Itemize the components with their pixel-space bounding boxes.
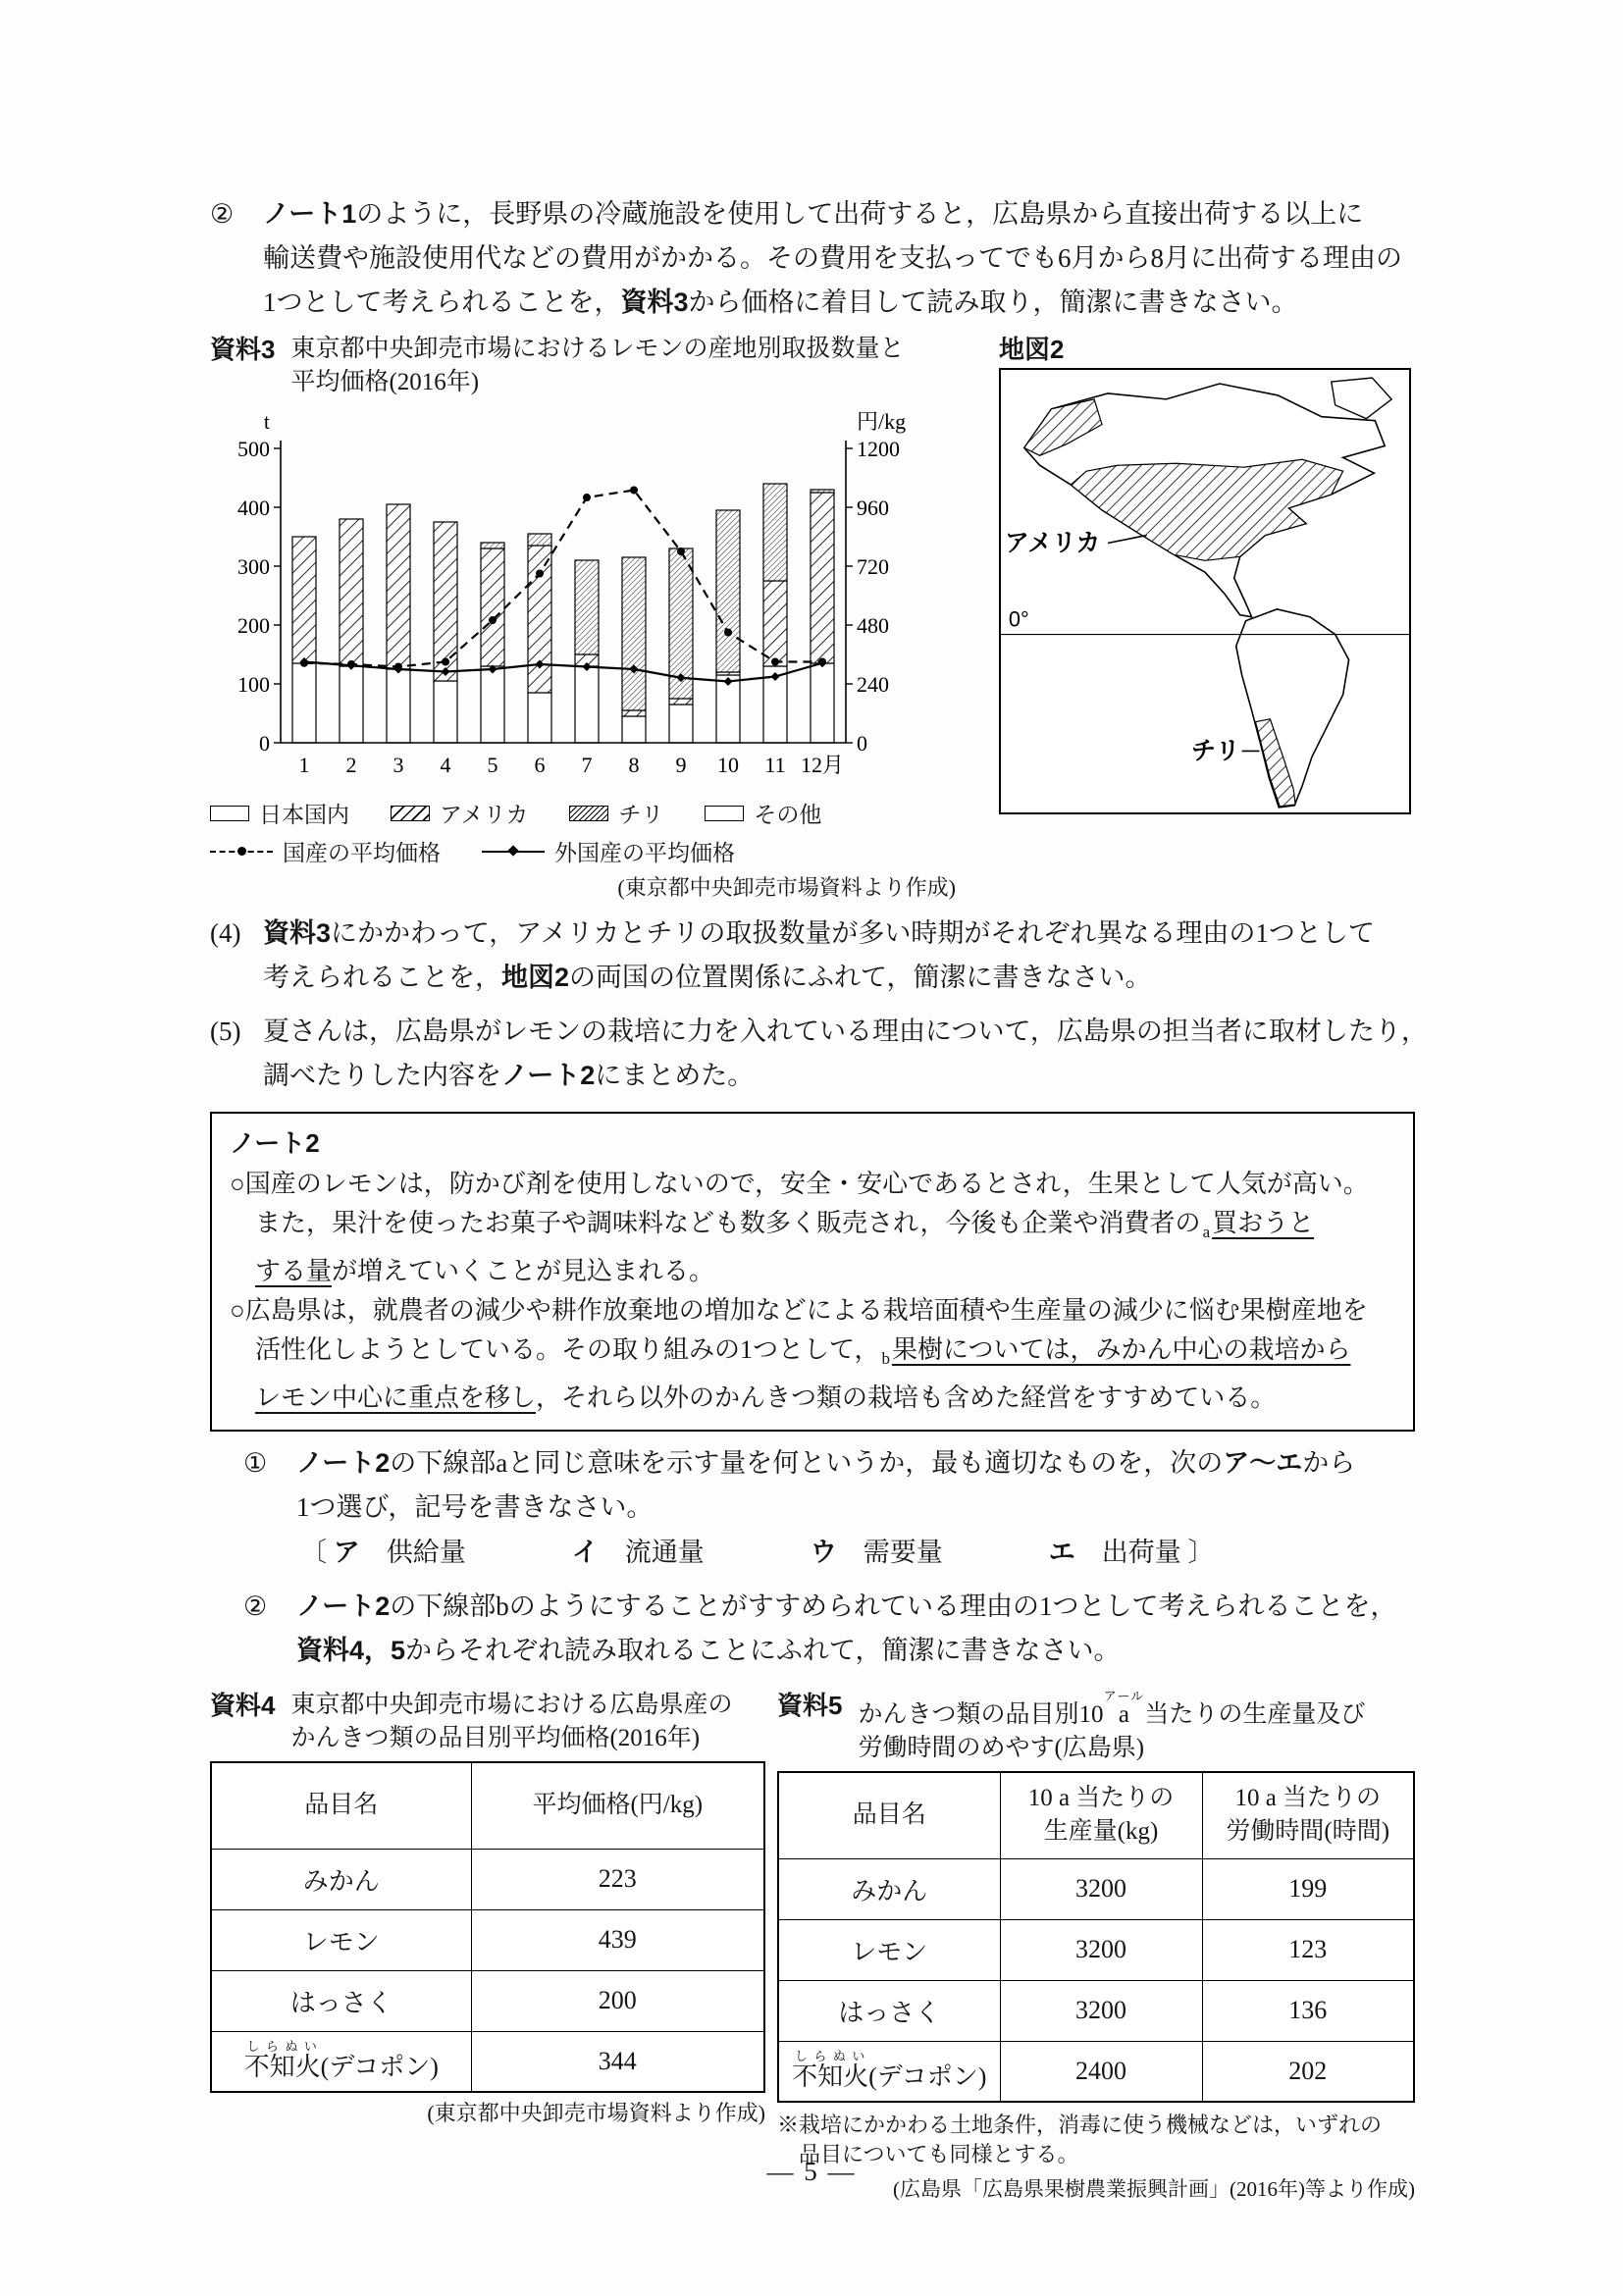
bar-segment — [481, 543, 504, 548]
question-line — [263, 956, 1415, 1000]
chart-legend — [210, 797, 956, 867]
table-cell — [211, 1909, 471, 1970]
text-segment: レモン — [302, 1927, 380, 1957]
text-segment: 供給量 — [359, 1538, 572, 1567]
text-segment: から価格に着目して読み取り，簡潔に書きなさい。 — [688, 287, 1298, 317]
legend-item — [210, 797, 349, 829]
axis-label: 2 — [345, 753, 357, 777]
legend-item — [210, 835, 441, 867]
shiryo5-block — [777, 1689, 1415, 2203]
table-cell — [211, 2031, 471, 2092]
text-segment: と同じ意味を示す量を何というか，最も適切なものを，次の — [507, 1448, 1224, 1478]
axis-label: 720 — [857, 554, 889, 579]
question-body — [263, 1010, 1428, 1098]
axis-label: 200 — [237, 613, 270, 638]
text-segment: イ — [571, 1538, 599, 1567]
text-segment: ノート2 — [501, 1061, 596, 1090]
bar-segment — [716, 510, 740, 672]
map2-label: 地図2 — [999, 335, 1065, 364]
shiryo4-label: 資料4 — [210, 1691, 276, 1720]
shiryo4-table — [210, 1761, 765, 2093]
shiryo3-block — [210, 333, 956, 902]
question-line — [263, 912, 1415, 956]
question-marker: ② — [243, 1592, 268, 1621]
text-segment: 資料3 — [263, 918, 332, 948]
shiryo3-title — [290, 333, 904, 399]
map2-block — [999, 333, 1415, 814]
dashed-line-sample — [210, 845, 273, 859]
shiryo5-source: (広島県「広島県果樹農業振興計画」(2016年)等より作成) — [893, 2177, 1415, 2201]
text-segment: ノート1 — [263, 199, 357, 229]
page-number: — 5 — — [766, 2157, 857, 2186]
swatch-chile — [569, 806, 608, 821]
table-cell — [471, 1849, 764, 1909]
shiryo3-source: (東京都中央卸売市場資料より作成) — [617, 875, 956, 900]
text-segment: の下線部 — [390, 1592, 497, 1621]
america-map-label: アメリカ — [1004, 530, 1101, 557]
text-segment: 調べたりした内容を — [263, 1061, 501, 1090]
shiryo3-label: 資料3 — [210, 335, 276, 364]
text-segment: 需要量 — [836, 1538, 1049, 1567]
line-marker — [536, 570, 544, 578]
question-line — [263, 1054, 1428, 1098]
axis-label: 11 — [764, 753, 786, 777]
shiryo4-title-line1: 東京都中央卸売市場における広島県産の — [290, 1692, 733, 1718]
legend-label: 国産の平均価格 — [283, 841, 441, 865]
lemon-chart-svg — [210, 405, 946, 786]
table-cell — [471, 1909, 764, 1970]
table-cell — [471, 2031, 764, 2092]
note-line — [230, 1252, 1395, 1291]
text-segment: の下線部 — [390, 1448, 497, 1478]
legend-label: 外国産の平均価格 — [554, 841, 735, 865]
line-marker — [583, 494, 591, 501]
note-line — [230, 1379, 1395, 1418]
shiryo5-head — [777, 1689, 1415, 1765]
legend-item — [391, 797, 528, 829]
column-header: 平均価格(円/kg) — [471, 1762, 764, 1849]
chile-map-label: チリ — [1191, 738, 1240, 765]
bar-segment — [622, 716, 646, 743]
bar-segment — [575, 560, 599, 654]
table-cell — [1202, 1858, 1414, 1919]
axis-label: 100 — [237, 672, 270, 697]
text-segment: の両国の位置関係にふれて，簡潔に書きなさい。 — [569, 963, 1152, 992]
axis-label: 9 — [675, 753, 687, 777]
question-line — [296, 1585, 1415, 1629]
axis-label: 0 — [259, 731, 270, 756]
question-body — [296, 1585, 1415, 1673]
text-segment: 3200 — [1075, 1874, 1126, 1903]
bar-segment — [811, 490, 834, 493]
table-cell — [211, 1970, 471, 2031]
text-segment: 活性化しようとしている。その取り組みの1つとして， — [230, 1335, 880, 1364]
text-segment: ○広島県は，就農者の減少や耕作放棄地の増加などによる栽培面積や生産量の減少に悩む果樹産地を — [230, 1296, 1368, 1325]
question-line — [296, 1486, 1415, 1530]
table-header-row — [211, 1762, 764, 1849]
shiryo3-title-line2: 平均価格(2016年) — [290, 369, 480, 395]
question-line — [263, 192, 1415, 236]
table-row — [211, 1970, 764, 2031]
text-segment: また，果汁を使ったお菓子や調味料なども数多く販売され，今後も企業や消費者の — [230, 1209, 1201, 1237]
text-segment: 流通量 — [598, 1538, 811, 1567]
text-segment: レモン — [851, 1937, 928, 1966]
line-marker — [771, 658, 779, 666]
legend-item — [569, 797, 663, 829]
bar-segment — [387, 504, 410, 669]
table-row — [778, 1858, 1414, 1919]
text-segment: からそれぞれ読み取れることにふれて，簡潔に書きなさい。 — [405, 1636, 1121, 1665]
text-segment: (デコポン) — [320, 2053, 439, 2082]
text-segment: ア～エ — [1223, 1448, 1303, 1478]
table-cell — [778, 1919, 1000, 1980]
shiryo5-note-line1: ※栽培にかかわる土地条件，消毒に使う機械などは，いずれの — [777, 2113, 1383, 2137]
legend-row-lines — [210, 835, 956, 867]
text-segment: 344 — [598, 2046, 637, 2075]
question-body — [263, 192, 1415, 325]
underlined-text: レモン中心に重点を移し — [255, 1383, 537, 1412]
question-body — [263, 912, 1415, 1000]
question-intro — [210, 192, 1415, 325]
note-line — [230, 1165, 1395, 1204]
text-segment: 202 — [1288, 2056, 1328, 2085]
price-line — [304, 491, 822, 667]
bar-segment — [481, 548, 504, 666]
shiryo5-title-line1 — [858, 1689, 1365, 1732]
axis-label: 1 — [298, 753, 310, 777]
question-line — [263, 1010, 1428, 1054]
line-marker — [630, 487, 638, 495]
column-header: 品目名 — [211, 1762, 471, 1849]
column-header: 品目名 — [778, 1772, 1000, 1858]
bar-segment — [622, 557, 646, 710]
axis-label: t — [263, 409, 270, 434]
shiryo4-source: (東京都中央卸売市場資料より作成) — [427, 2101, 765, 2125]
south-america-shape — [1236, 609, 1349, 808]
axis-label: 6 — [534, 753, 546, 777]
bar-segment — [669, 699, 693, 704]
table-cell — [1000, 1980, 1202, 2041]
axis-label: 円/kg — [857, 409, 907, 434]
question-marker: ② — [210, 199, 235, 229]
shiryo4-title — [290, 1689, 732, 1755]
text-segment: みかん — [851, 1876, 928, 1905]
text-segment: 2400 — [1075, 2056, 1126, 2085]
question-line — [296, 1441, 1415, 1486]
price-line — [304, 662, 822, 682]
line-marker — [677, 548, 685, 555]
text-segment: にかかわって，アメリカとチリの取扱数量が多い時期がそれぞれ異なる理由の1つとして — [331, 918, 1375, 948]
text-segment: が増えていくことが見込まれる。 — [332, 1257, 715, 1285]
table-cell — [1000, 1858, 1202, 1919]
answer-options — [300, 1530, 1415, 1575]
bar-segment — [340, 519, 363, 666]
table-cell — [1202, 1980, 1414, 2041]
bar-segment — [481, 666, 504, 743]
text-segment: ノート2 — [296, 1448, 391, 1478]
note2-title: ノート2 — [230, 1128, 320, 1158]
lemon-chart — [210, 405, 956, 791]
question-line — [263, 281, 1415, 325]
text-segment: から — [1302, 1448, 1356, 1478]
axis-label: 240 — [857, 672, 889, 697]
question-line — [263, 236, 1415, 281]
table-cell — [778, 1980, 1000, 2041]
text-segment: 資料3 — [620, 287, 689, 317]
text-segment: かんきつ類の品目別10 — [858, 1701, 1110, 1728]
text-segment: 輸送費や施設使用代などの費用がかかる。その費用を支払ってでも6月から8月に出荷する理由の — [263, 243, 1402, 273]
legend-item — [705, 797, 821, 829]
underlined-text: 果樹については，みかん中心の栽培から — [891, 1335, 1351, 1364]
text-segment: 123 — [1288, 1935, 1328, 1963]
underlined-text: 買おうと — [1212, 1209, 1315, 1237]
table-cell — [1000, 1919, 1202, 1980]
question-5 — [210, 1010, 1428, 1098]
shiryo4-title-line2: かんきつ類の品目別平均価格(2016年) — [290, 1725, 701, 1751]
legend-row-bars — [210, 797, 956, 829]
line-marker — [489, 616, 497, 624]
text-segment: 出荷量 〕 — [1074, 1538, 1215, 1567]
note-line — [230, 1291, 1395, 1331]
table-cell — [211, 1849, 471, 1909]
question-marker: ① — [243, 1448, 268, 1478]
text-segment: (デコポン) — [868, 2062, 987, 2092]
text-segment: 資料4，5 — [296, 1636, 406, 1665]
text-segment: 3200 — [1075, 1935, 1126, 1963]
bar-segment — [575, 666, 599, 743]
bar-segment — [528, 534, 551, 546]
axis-label: 1200 — [857, 437, 900, 461]
axis-label: 3 — [393, 753, 404, 777]
shiryo4-head — [210, 1689, 765, 1755]
text-segment: 223 — [598, 1864, 637, 1893]
tables-row — [210, 1689, 1415, 2203]
shiryo5-note-line2: 品目についても同様とする。 — [777, 2142, 1079, 2166]
usa-hatched-region — [1071, 459, 1342, 560]
bar-segment — [622, 710, 646, 716]
shiryo4-table-head — [211, 1762, 764, 1849]
shiryo5-table-head — [778, 1772, 1414, 1858]
axis-label: 7 — [581, 753, 593, 777]
text-segment: はっさく — [838, 1998, 941, 2027]
swatch-domestic — [210, 806, 249, 821]
text-segment: 夏さんは，広島県がレモンの栽培に力を入れている理由について，広島県の担当者に取材したり， — [263, 1017, 1428, 1046]
question-4 — [210, 912, 1415, 1000]
table-cell — [1000, 2041, 1202, 2102]
table-cell — [778, 2041, 1000, 2102]
note2-box — [210, 1112, 1415, 1432]
table-row — [211, 2031, 764, 2092]
text-segment: のようにすることがすすめられている理由の1つとして考えられることを， — [508, 1592, 1397, 1621]
legend-label: チリ — [618, 803, 664, 827]
text-segment: aアール — [1103, 1689, 1145, 1728]
text-segment — [230, 1383, 255, 1412]
shiryo4-block — [210, 1689, 765, 2127]
text-segment: 当たりの生産量及び — [1138, 1701, 1366, 1728]
table-row — [778, 1980, 1414, 2041]
text-segment: のように，長野県の冷蔵施設を使用して出荷すると，広島県から直接出荷する以上に — [356, 199, 1364, 229]
swatch-america — [391, 806, 430, 821]
shiryo5-title — [858, 1689, 1365, 1765]
text-segment: b — [881, 1349, 890, 1368]
america-label-connector — [1108, 536, 1147, 544]
bar-segment — [340, 666, 363, 743]
table-row — [211, 1849, 764, 1909]
text-segment: a — [1202, 1223, 1211, 1241]
text-segment: 136 — [1288, 1996, 1328, 2024]
americas-map-svg — [999, 368, 1411, 814]
line-marker — [724, 629, 732, 637]
table-row — [778, 2041, 1414, 2102]
table-cell — [778, 1858, 1000, 1919]
axis-label: 8 — [628, 753, 640, 777]
note-line — [230, 1331, 1395, 1379]
underlined-text: する量 — [255, 1257, 333, 1285]
axis-label: 12月 — [800, 753, 845, 777]
question-line — [296, 1629, 1415, 1673]
equator-label: 0° — [1008, 606, 1029, 632]
solid-line-sample — [482, 845, 545, 859]
shiryo5-table — [777, 1771, 1415, 2103]
text-segment: 1つとして考えられることを， — [263, 287, 621, 317]
bar-segment — [528, 693, 551, 743]
table-row — [211, 1909, 764, 1970]
text-segment: 地図2 — [501, 963, 570, 992]
shiryo5-label: 資料5 — [777, 1691, 843, 1720]
question-marker: (5) — [210, 1017, 241, 1046]
bar-segment — [811, 493, 834, 663]
legend-item — [482, 835, 735, 867]
text-segment: ウ — [810, 1538, 837, 1567]
bar-segment — [763, 484, 787, 581]
bar-segment — [292, 537, 316, 663]
text-segment: ○国産のレモンは，防かび剤を使用しないので，安全・安心であるとされ，生果として人気が高い。 — [230, 1170, 1369, 1198]
shiryo5-title-line2: 労働時間のめやす(広島県) — [858, 1735, 1145, 1761]
shiryo3-title-line1: 東京都中央卸売市場におけるレモンの産地別取扱数量と — [290, 336, 905, 362]
axis-label: 5 — [487, 753, 498, 777]
legend-label: アメリカ — [440, 803, 529, 827]
shiryo3-head — [210, 333, 956, 399]
bar-segment — [387, 669, 410, 743]
bar-segment — [434, 681, 457, 743]
axis-label: 400 — [237, 496, 270, 520]
axis-label: 480 — [857, 613, 889, 638]
text-segment: b — [496, 1592, 509, 1621]
text-segment: 3200 — [1075, 1996, 1126, 2024]
sub-question-2 — [243, 1585, 1415, 1673]
column-header: 10 a 当たりの 労働時間(時間) — [1202, 1772, 1414, 1858]
text-segment: 不知火しらぬい — [243, 2039, 321, 2082]
greenland-shape — [1332, 378, 1391, 419]
table-cell — [471, 1970, 764, 2031]
table-cell — [1202, 1919, 1414, 1980]
text-segment: 199 — [1288, 1874, 1328, 1903]
axis-label: 960 — [857, 496, 889, 520]
shiryo4-table-body — [211, 1849, 764, 2092]
text-segment: みかん — [302, 1866, 380, 1896]
bar-segment — [763, 581, 787, 666]
table-header-row — [778, 1772, 1414, 1858]
axis-label: 300 — [237, 554, 270, 579]
bar-segment — [292, 663, 316, 743]
text-segment: 考えられることを， — [263, 963, 501, 992]
text-segment: 200 — [598, 1986, 637, 2014]
line-marker — [442, 658, 449, 666]
sub-question-1 — [243, 1441, 1415, 1530]
text-segment — [230, 1257, 255, 1285]
legend-label: その他 — [754, 803, 822, 827]
shiryo5-table-body — [778, 1858, 1414, 2102]
axis-label: 0 — [857, 731, 867, 756]
question-marker: (4) — [210, 918, 241, 948]
column-header: 10 a 当たりの 生産量(kg) — [1000, 1772, 1202, 1858]
text-segment: 439 — [598, 1925, 637, 1954]
text-segment: a — [496, 1448, 508, 1478]
text-segment: 〔 — [300, 1538, 334, 1567]
figures-row — [210, 333, 1415, 902]
bar-segment — [669, 704, 693, 743]
legend-label: 日本国内 — [259, 803, 349, 827]
table-row — [778, 1919, 1414, 1980]
bar-segment — [528, 546, 551, 693]
question-body — [296, 1441, 1415, 1530]
note-line — [230, 1204, 1395, 1252]
text-segment: ，それら以外のかんきつ類の栽培も含めた経営をすすめている。 — [536, 1383, 1277, 1412]
text-segment: ノート2 — [296, 1592, 391, 1621]
axis-label: 4 — [440, 753, 451, 777]
table-cell — [1202, 2041, 1414, 2102]
bar-segment — [434, 522, 457, 681]
text-segment: にまとめた。 — [595, 1061, 755, 1090]
text-segment: はっさく — [289, 1988, 393, 2017]
text-segment: 1つ選び，記号を書きなさい。 — [296, 1492, 654, 1522]
swatch-other — [705, 806, 744, 821]
axis-label: 500 — [237, 437, 270, 461]
axis-label: 10 — [717, 753, 739, 777]
bar-segment — [811, 663, 834, 743]
text-segment: ア — [333, 1538, 360, 1567]
text-segment: 不知火しらぬい — [792, 2049, 869, 2092]
text-segment: エ — [1048, 1538, 1075, 1567]
